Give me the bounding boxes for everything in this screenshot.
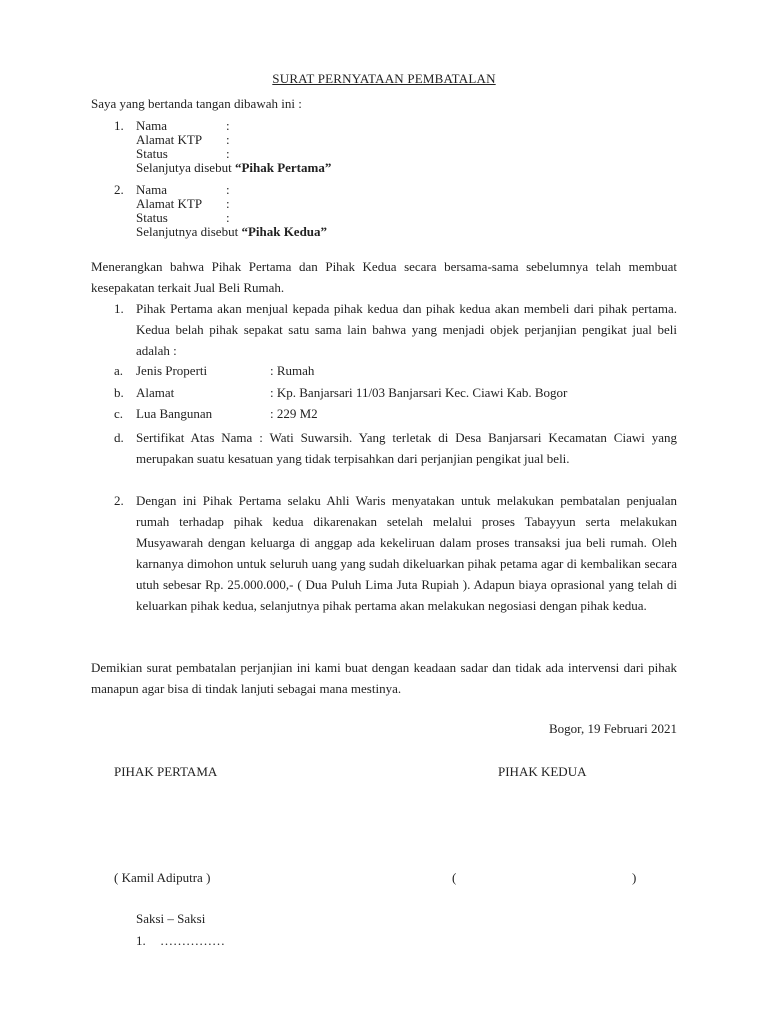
alias-name: “Pihak Kedua” bbox=[241, 224, 328, 239]
closing-paragraph: Demikian surat pembatalan perjanjian ini kami buat dengan keadaan sadar dan tidak ada intervensi dari pihak manapun agar bisa di tindak lanjuti sebagai mana mestinya. bbox=[91, 660, 677, 696]
object-label: Alamat bbox=[136, 385, 175, 400]
point-one-text: Pihak Pertama akan menjual kepada pihak kedua dan pihak kedua akan membeli dari pihak pertama. Kedua belah pihak sepakat satu sama lain bahwa yang menjadi objek perjanjian pengikat jual beli adalah : bbox=[136, 301, 677, 358]
field-colon: : bbox=[226, 118, 230, 133]
party-number: 1. bbox=[114, 118, 124, 133]
second-party-signature-close: ) bbox=[632, 870, 637, 885]
alias-prefix: Selanjutnya disebut bbox=[136, 224, 242, 239]
witness-number: 1. bbox=[136, 933, 146, 948]
place-date: Bogor, 19 Februari 2021 bbox=[548, 721, 677, 736]
field-label: Alamat KTP bbox=[136, 132, 203, 147]
field-label: Nama bbox=[136, 118, 168, 133]
field-colon: : bbox=[226, 182, 230, 197]
object-label: Jenis Properti bbox=[136, 363, 208, 378]
object-label: Lua Bangunan bbox=[136, 406, 213, 421]
field-label: Status bbox=[136, 210, 168, 225]
field-colon: : bbox=[226, 210, 230, 225]
object-letter: d. bbox=[114, 430, 124, 445]
field-label: Alamat KTP bbox=[136, 196, 203, 211]
statement-paragraph: Menerangkan bahwa Pihak Pertama dan Pihak Kedua secara bersama-sama sebelumnya telah membuat kesepakatan terkait Jual Beli Rumah. bbox=[91, 259, 677, 295]
second-party-label: PIHAK KEDUA bbox=[498, 764, 587, 779]
point-number: 1. bbox=[114, 301, 124, 316]
object-value: : Kp. Banjarsari 11/03 Banjarsari Kec. Ciawi Kab. Bogor bbox=[270, 385, 568, 400]
object-value: : 229 M2 bbox=[270, 406, 318, 421]
object-value: : Rumah bbox=[270, 363, 315, 378]
field-colon: : bbox=[226, 146, 230, 161]
object-letter: b. bbox=[114, 385, 124, 400]
witness-dots: …………… bbox=[160, 933, 225, 948]
object-letter: c. bbox=[114, 406, 124, 421]
second-party-signature-open: ( bbox=[452, 870, 457, 885]
field-colon: : bbox=[226, 132, 230, 147]
field-colon: : bbox=[226, 196, 230, 211]
alias-prefix: Selanjutya disebut bbox=[136, 160, 235, 175]
document-title: SURAT PERNYATAAN PEMBATALAN bbox=[272, 71, 496, 86]
object-letter: a. bbox=[114, 363, 124, 378]
point-two-text: Dengan ini Pihak Pertama selaku Ahli Waris menyatakan untuk melakukan pembatalan penjualan rumah terhadap pihak kedua dikarenakan setelah melalui proses Tabayyun serta melakukan Musyawarah dengan keluarga di anggap ada kekeliruan dalam proses transaksi jua beli rumah. Oleh karnanya dimohon untuk seluruh uang yang sudah dikeluarkan pihak petama agar di kembalikan secara utuh sebesar Rp. 25.000.000,- ( Dua Puluh Lima Juta Rupiah ). Adapun biaya oprasional yang telah di keluarkan pihak kedua, selanjutnya pihak pertama akan melakukan negosiasi dengan pihak kedua. bbox=[136, 493, 677, 613]
alias-name: “Pihak Pertama” bbox=[234, 160, 332, 175]
first-party-signature-name: ( Kamil Adiputra ) bbox=[114, 870, 211, 885]
witness-heading: Saksi – Saksi bbox=[136, 911, 206, 926]
field-label: Nama bbox=[136, 182, 168, 197]
point-number: 2. bbox=[114, 493, 124, 508]
first-party-label: PIHAK PERTAMA bbox=[114, 764, 218, 779]
object-d-text: Sertifikat Atas Nama : Wati Suwarsih. Yang terletak di Desa Banjarsari Kecamatan Ciawi yang merupakan suatu kesatuan yang tidak terpisahkan dari perjanjian pengikat jual beli. bbox=[136, 430, 677, 466]
party-number: 2. bbox=[114, 182, 124, 197]
intro-text: Saya yang bertanda tangan dibawah ini : bbox=[91, 96, 302, 111]
field-label: Status bbox=[136, 146, 168, 161]
party-alias-line bbox=[136, 161, 331, 176]
party-alias-line bbox=[136, 225, 327, 240]
